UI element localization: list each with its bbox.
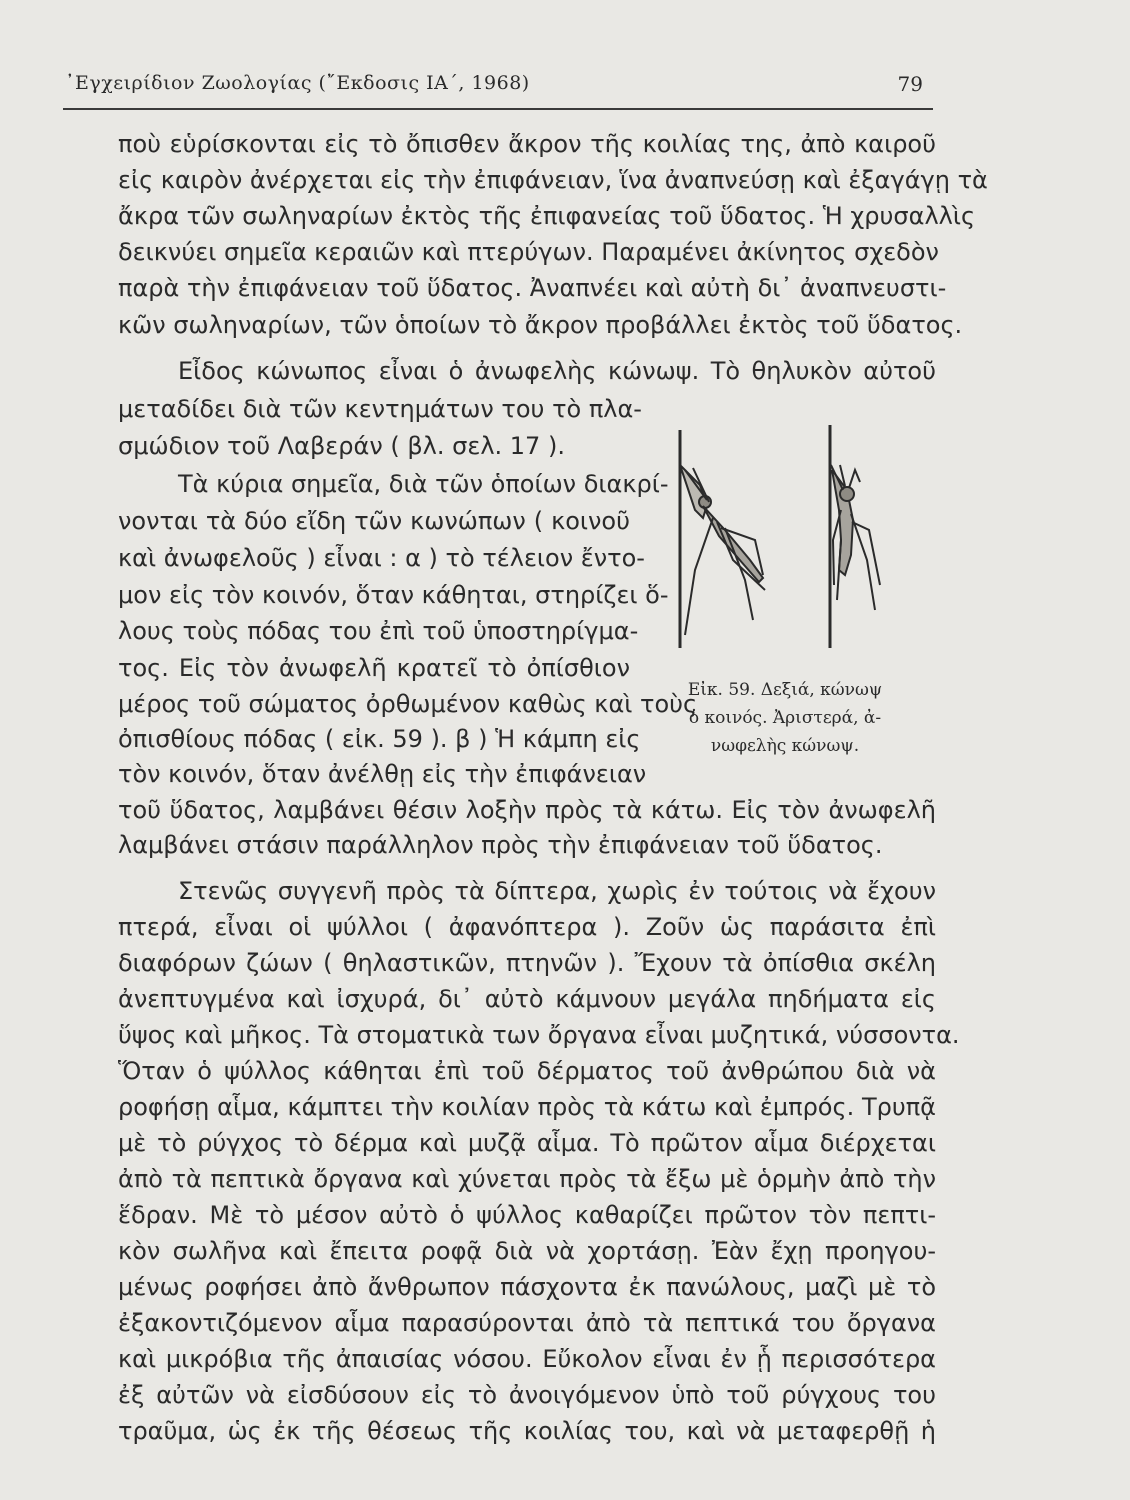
anopheles-drawing: [680, 430, 765, 648]
caption-line: νωφελὴς κώνωψ.: [710, 736, 860, 756]
text-line: ἄκρα τῶν σωληναρίων ἐκτὸς τῆς ἐπιφανείας τοῦ ὕδατος. Ἡ χρυσαλλὶς: [118, 202, 976, 230]
text-line: ροφήσῃ αἷμα, κάμπτει τὴν κοιλίαν πρὸς τὰ κάτω καὶ ἐμπρός. Τρυπᾷ: [118, 1093, 936, 1121]
text-line: ἕδραν. Μὲ τὸ μέσον αὐτὸ ὁ ψύλλος καθαρίζει πρῶτον τὸν πεπτι-: [118, 1201, 936, 1229]
text-line: καὶ μικρόβια τῆς ἀπαισίας νόσου. Εὔκολον εἶναι ἐν ᾗ περισσότερα: [118, 1345, 936, 1373]
text-line: εἰς καιρὸν ἀνέρχεται εἰς τὴν ἐπιφάνειαν, ἵνα ἀναπνεύσῃ καὶ ἐξαγάγῃ τὰ: [118, 166, 988, 194]
text-line: μένως ροφήσει ἀπὸ ἄνθρωπον πάσχοντα ἐκ πανώλους, μαζὶ μὲ τὸ: [118, 1273, 936, 1301]
culex-drawing: [830, 425, 880, 648]
text-line: λαμβάνει στάσιν παράλληλον πρὸς τὴν ἐπιφάνειαν τοῦ ὕδατος.: [118, 831, 883, 859]
text-line: μον εἰς τὸν κοινόν, ὅταν κάθηται, στηρίζει ὅ-: [118, 581, 669, 609]
text-line: πτερά, εἶναι οἱ ψύλλοι ( ἀφανόπτερα ). Ζοῦν ὡς παράσιτα ἐπὶ: [118, 913, 936, 941]
text-line: μεταδίδει διὰ τῶν κεντημάτων του τὸ πλα-: [118, 395, 642, 423]
text-line: ποὺ εὑρίσκονται εἰς τὸ ὄπισθεν ἄκρον τῆς κοιλίας της, ἀπὸ καιροῦ: [118, 130, 936, 158]
page-number: 79: [897, 72, 923, 96]
text-line: ἀνεπτυγμένα καὶ ἰσχυρά, δι᾿ αὐτὸ κάμνουν μεγάλα πηδήματα εἰς: [118, 985, 936, 1013]
text-line: ἀπὸ τὰ πεπτικὰ ὄργανα καὶ χύνεται πρὸς τὰ ἔξω μὲ ὁρμὴν ἀπὸ τὴν: [118, 1165, 936, 1193]
text-line: ὀπισθίους πόδας ( εἰκ. 59 ). β ) Ἡ κάμπη εἰς: [118, 725, 641, 753]
text-line: τὸν κοινόν, ὅταν ἀνέλθῃ εἰς τὴν ἐπιφάνειαν: [118, 760, 647, 788]
text-line: κὸν σωλῆνα καὶ ἔπειτα ροφᾷ διὰ νὰ χορτάσῃ. Ἐὰν ἔχῃ προηγου-: [118, 1237, 936, 1265]
running-header: [63, 68, 933, 110]
text-line: ἐξ αὐτῶν νὰ εἰσδύσουν εἰς τὸ ἀνοιγόμενον ὑπὸ τοῦ ρύγχους του: [118, 1381, 936, 1409]
text-line: ἐξακοντιζόμενον αἷμα παρασύρονται ἀπὸ τὰ πεπτικά του ὄργανα: [118, 1309, 936, 1337]
text-line: λους τοὺς πόδας του ἐπὶ τοῦ ὑποστηρίγμα-: [118, 617, 639, 645]
text-line: Στενῶς συγγενῆ πρὸς τὰ δίπτερα, χωρὶς ἐν τούτοις νὰ ἔχουν: [178, 877, 936, 905]
text-line: Εἶδος κώνωπος εἶναι ὁ ἀνωφελὴς κώνωψ. Τὸ θηλυκὸν αὐτοῦ: [178, 357, 936, 385]
text-line: ὕψος καὶ μῆκος. Τὰ στοματικὰ των ὄργανα εἶναι μυζητικά, νύσσοντα.: [118, 1021, 960, 1049]
text-line: Τὰ κύρια σημεῖα, διὰ τῶν ὁποίων διακρί-: [178, 470, 669, 498]
text-line: τραῦμα, ὡς ἐκ τῆς θέσεως τῆς κοιλίας του, καὶ νὰ μεταφερθῇ ἡ: [118, 1417, 936, 1445]
header-title: ᾿Εγχειρίδιον Ζωολογίας (῎Εκδοσις ΙΑ΄, 1968): [65, 72, 530, 94]
text-line: μὲ τὸ ρύγχος τὸ δέρμα καὶ μυζᾷ αἷμα. Τὸ πρῶτον αἷμα διέρχεται: [118, 1129, 936, 1157]
caption-line: Εἰκ. 59. Δεξιά, κώνωψ: [687, 680, 883, 700]
text-line: μέρος τοῦ σώματος ὀρθωμένον καθὼς καὶ τοὺς: [118, 690, 698, 718]
text-line: καὶ ἀνωφελοῦς ) εἶναι : α ) τὸ τέλειον ἔντο-: [118, 544, 645, 572]
text-line: νονται τὰ δύο εἴδη τῶν κωνώπων ( κοινοῦ: [118, 507, 630, 535]
text-line: παρὰ τὴν ἐπιφάνειαν τοῦ ὕδατος. Ἀναπνέει καὶ αὐτὴ δι᾿ ἀναπνευστι-: [118, 274, 947, 302]
text-line: διαφόρων ζώων ( θηλαστικῶν, πτηνῶν ). Ἔχουν τὰ ὀπίσθια σκέλη: [118, 949, 936, 977]
text-line: σμώδιον τοῦ Λαβεράν ( βλ. σελ. 17 ).: [118, 432, 565, 460]
caption-line: ὁ κοινός. Ἀριστερά, ἀ-: [688, 708, 882, 728]
mosquito-figure: [655, 410, 885, 655]
text-line: κῶν σωληναρίων, τῶν ὁποίων τὸ ἄκρον προβάλλει ἐκτὸς τοῦ ὕδατος.: [118, 311, 963, 339]
text-line: τος. Εἰς τὸν ἀνωφελῆ κρατεῖ τὸ ὀπίσθιον: [118, 654, 630, 682]
text-line: δεικνύει σημεῖα κεραιῶν καὶ πτερύγων. Παραμένει ἀκίνητος σχεδὸν: [118, 238, 939, 266]
text-line: Ὅταν ὁ ψύλλος κάθηται ἐπὶ τοῦ δέρματος τοῦ ἀνθρώπου διὰ νὰ: [118, 1057, 936, 1085]
text-line: τοῦ ὕδατος, λαμβάνει θέσιν λοξὴν πρὸς τὰ κάτω. Εἰς τὸν ἀνωφελῆ: [118, 796, 936, 824]
figure-caption: [672, 676, 898, 760]
